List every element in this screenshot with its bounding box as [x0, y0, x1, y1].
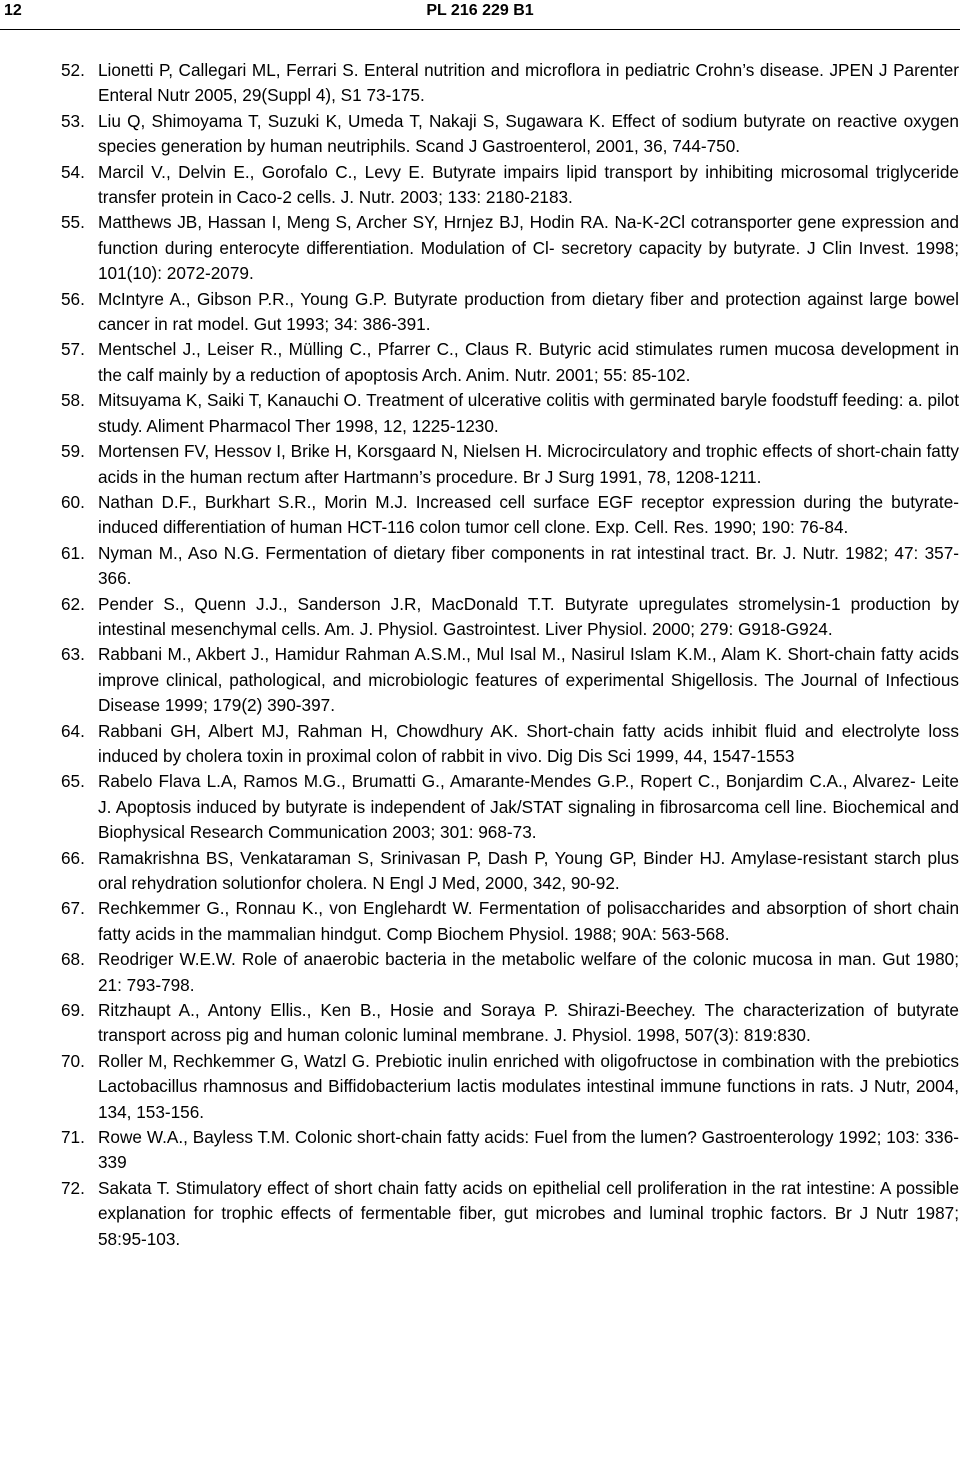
reference-number: 56.	[61, 288, 85, 309]
reference-text: Matthews JB, Hassan I, Meng S, Archer SY, Hrnjez BJ, Hodin RA. Na-K-2Cl cotransporter gene expression and function during enterocyte differentiation. Modulation of Cl- secretory capacity by butyrate. J Clin Invest. 1998; 101(10): 2072-2079.	[98, 212, 959, 284]
reference-item	[61, 287, 959, 338]
reference-item	[61, 1176, 959, 1252]
reference-text: Mentschel J., Leiser R., Mülling C., Pfarrer C., Claus R. Butyric acid stimulates rumen mucosa development in the calf mainly by a reduction of apoptosis Arch. Anim. Nutr. 2001; 55: 85-102.	[98, 339, 959, 385]
reference-text: Ritzhaupt A., Antony Ellis., Ken B., Hosie and Soraya P. Shirazi-Beechey. The characterization of butyrate transport across pig and human colonic luminal membrane. J. Physiol. 1998, 507(3): 819:830.	[98, 1000, 959, 1046]
reference-item	[61, 109, 959, 160]
reference-item	[61, 160, 959, 211]
reference-text: Marcil V., Delvin E., Gorofalo C., Levy E. Butyrate impairs lipid transport by inhibiting microsomal triglyceride transfer protein in Caco-2 cells. J. Nutr. 2003; 133: 2180-2183.	[98, 161, 959, 208]
reference-number: 61.	[61, 542, 85, 563]
reference-item	[61, 769, 959, 845]
reference-item	[61, 1049, 959, 1125]
reference-item	[61, 642, 959, 718]
reference-number: 60.	[61, 491, 85, 512]
reference-number: 68.	[61, 949, 85, 970]
reference-text: Mortensen FV, Hessov I, Brike H, Korsgaard N, Nielsen H. Microcirculatory and trophic effects of short-chain fatty acids in the human rectum after Hartmann’s procedure. Br J Surg 1991, 78, 1208-1211.	[98, 441, 959, 487]
reference-number: 65.	[61, 771, 85, 792]
reference-number: 72.	[61, 1177, 85, 1198]
reference-text: McIntyre A., Gibson P.R., Young G.P. Butyrate production from dietary fiber and protection against large bowel cancer in rat model. Gut 1993; 34: 386-391.	[98, 288, 959, 335]
reference-number: 59.	[61, 441, 85, 462]
reference-text: Nyman M., Aso N.G. Fermentation of dietary fiber components in rat intestinal tract. Br. J. Nutr. 1982; 47: 357-366.	[98, 542, 959, 589]
reference-text: Sakata T. Stimulatory effect of short chain fatty acids on epithelial cell proliferation in the rat intestine: A possible explanation for trophic effects of fermentable fiber, gut microbes and luminal trophic factors. Br J Nutr 1987; 58:95-103.	[98, 1177, 959, 1249]
reference-text: Reodriger W.E.W. Role of anaerobic bacteria in the metabolic welfare of the colonic mucosa in man. Gut 1980; 21: 793-798.	[98, 949, 959, 995]
reference-text: Ramakrishna BS, Venkataraman S, Srinivasan P, Dash P, Young GP, Binder HJ. Amylase-resistant starch plus oral rehydration solutionfor cholera. N Engl J Med, 2000, 342, 90-92.	[98, 847, 959, 893]
reference-number: 52.	[61, 60, 85, 80]
reference-item	[61, 490, 959, 541]
reference-list	[61, 58, 959, 1252]
reference-text: Nathan D.F., Burkhart S.R., Morin M.J. Increased cell surface EGF receptor expression during the butyrate-induced differentiation of human HCT-116 colon tumor cell clone. Exp. Cell. Res. 1990; 190: 76-84.	[98, 491, 959, 538]
reference-number: 71.	[61, 1127, 85, 1148]
reference-text: Liu Q, Shimoyama T, Suzuki K, Umeda T, Nakaji S, Sugawara K. Effect of sodium butyrate on reactive oxygen species generation by human neutriphils. Scand J Gastroenterol, 2001, 36, 744-750.	[98, 110, 959, 157]
reference-item	[61, 1125, 959, 1176]
reference-number: 54.	[61, 161, 85, 182]
reference-item	[61, 210, 959, 286]
reference-item	[61, 337, 959, 388]
reference-item	[61, 58, 959, 109]
reference-number: 70.	[61, 1050, 85, 1071]
reference-number: 53.	[61, 110, 85, 131]
reference-number: 57.	[61, 339, 85, 360]
reference-number: 64.	[61, 720, 85, 741]
reference-text: Rabbani M., Akbert J., Hamidur Rahman A.S.M., Mul Isal M., Nasirul Islam K.M., Alam K. Short-chain fatty acids improve clinical, pathological, and microbiologic features of experimental Shigellosis. The Journal of Infectious Disease 1999; 179(2) 390-397.	[98, 644, 959, 716]
reference-item	[61, 388, 959, 439]
reference-number: 63.	[61, 644, 85, 665]
reference-text: Pender S., Quenn J.J., Sanderson J.R, MacDonald T.T. Butyrate upregulates stromelysin-1 production by intestinal mesenchymal cells. Am. J. Physiol. Gastrointest. Liver Physiol. 2000; 279: G918-G924.	[98, 593, 959, 639]
reference-item	[61, 592, 959, 643]
reference-number: 58.	[61, 390, 85, 411]
page-header	[0, 0, 960, 30]
patent-number: PL 216 229 B1	[426, 2, 534, 19]
reference-number: 55.	[61, 212, 85, 233]
reference-item	[61, 846, 959, 897]
reference-text: Lionetti P, Callegari ML, Ferrari S. Enteral nutrition and microflora in pediatric Crohn’s disease. JPEN J Parenter Enteral Nutr 2005, 29(Suppl 4), S1 73-175.	[98, 60, 959, 106]
reference-item	[61, 896, 959, 947]
reference-number: 62.	[61, 593, 85, 614]
reference-number: 69.	[61, 1000, 85, 1021]
reference-number: 66.	[61, 847, 85, 868]
reference-item	[61, 541, 959, 592]
reference-item	[61, 439, 959, 490]
reference-text: Rabbani GH, Albert MJ, Rahman H, Chowdhury AK. Short-chain fatty acids inhibit fluid and electrolyte loss induced by cholera toxin in proximal colon of rabbit in vivo. Dig Dis Sci 1999, 44, 1547-1553	[98, 720, 959, 766]
reference-item	[61, 947, 959, 998]
reference-number: 67.	[61, 898, 85, 919]
reference-item	[61, 719, 959, 770]
reference-text: Rowe W.A., Bayless T.M. Colonic short-chain fatty acids: Fuel from the lumen? Gastroenterology 1992; 103: 336-339	[98, 1127, 959, 1173]
reference-text: Roller M, Rechkemmer G, Watzl G. Prebiotic inulin enriched with oligofructose in combination with the prebiotics Lactobacillus rhamnosus and Biffidobacterium lactis modulates intestinal immune functions in rats. J Nutr, 2004, 134, 153-156.	[98, 1050, 959, 1122]
reference-item	[61, 998, 959, 1049]
reference-text: Rabelo Flava L.A, Ramos M.G., Brumatti G., Amarante-Mendes G.P., Ropert C., Bonjardim C.A., Alvarez- Leite J. Apoptosis induced by butyrate is independent of Jak/STAT signaling in fibrosarcoma cell line. Biochemical and Biophysical Research Communication 2003; 301: 968-73.	[98, 771, 959, 843]
reference-text: Rechkemmer G., Ronnau K., von Englehardt W. Fermentation of polisaccharides and absorption of short chain fatty acids in the mammalian hindgut. Comp Biochem Physiol. 1988; 90A: 563-568.	[98, 898, 959, 944]
page-number: 12	[4, 2, 22, 19]
reference-text: Mitsuyama K, Saiki T, Kanauchi O. Treatment of ulcerative colitis with germinated baryle foodstuff feeding: a. pilot study. Aliment Pharmacol Ther 1998, 12, 1225-1230.	[98, 390, 959, 436]
